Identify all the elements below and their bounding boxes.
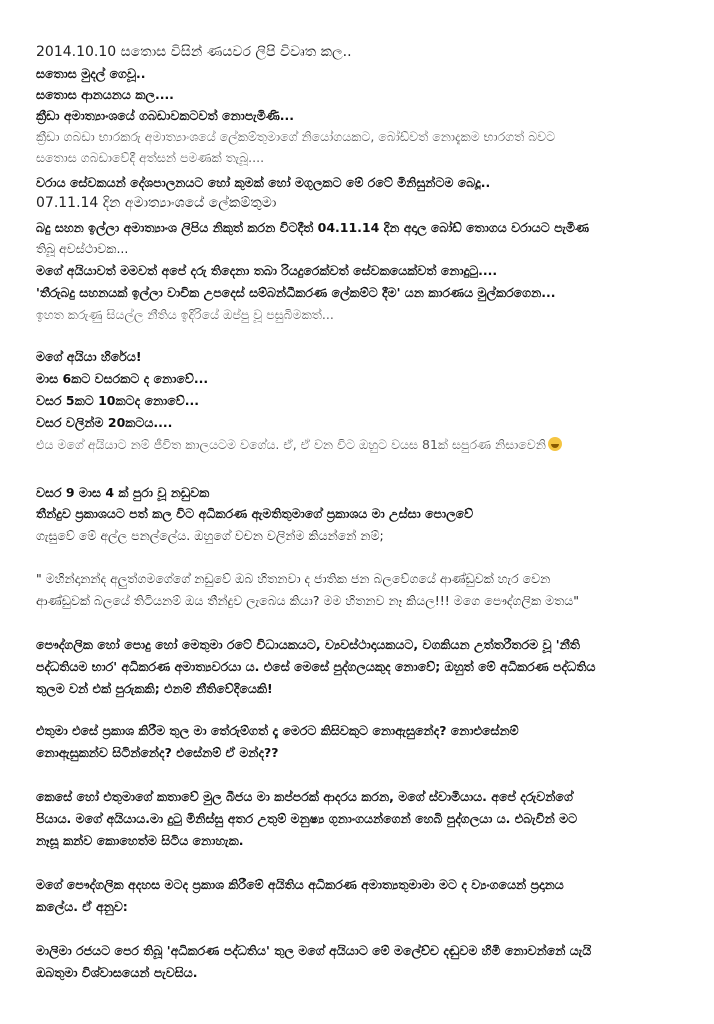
text-line: සතොස මුදල් ගෙවූ.. <box>36 66 146 81</box>
text-line: නොඇසුකන්ව සිටින්නේද? එසේනම් ඒ මන්ද?? <box>36 745 279 760</box>
text-line: මගේ අයියාවත් මමවත් අපේ දරු තිදෙනා තබා රියදුරෙක්වත් සේවකයෙක්වත් නොදුටු.... <box>36 263 498 278</box>
text-line: තීන්දුව ප්‍රකාශයට පත් කල විට අධිකරණ ඇමතිතුමාගේ ප්‍රකාශය මා උස්සා පොලවේ <box>36 506 474 521</box>
text-line: ඉහත කරුණු සියල්ල නීතිය ඉදිරියේ ඔප්පු වූ පසුබිමකත්... <box>36 307 334 322</box>
text-line: තුලම වන් එක් පුරුකකි; එනම් නීතිවේදියෙකි! <box>36 681 273 696</box>
text-line: බදු සහන ඉල්ලා අමාත්‍යාංශ ලිපිය නිකුත් කරන විටදීත් 04.11.14 දින අදාල බෝඩ් තොගය වරායට පැමිණ <box>36 220 590 235</box>
text-line: ගැසුවේ මේ අල්ල පනල්ලේය. ඔහුගේ වචන වලින්ම කියන්නේ නම්; <box>36 528 384 543</box>
text-line: මගේ පෞද්ගලික අදහස මටද ප්‍රකාශ කිරීමේ අයිතිය අධිකරණ අමාත්‍යතුමාමා මට ද ව්‍යංගයෙන් ප්‍රදානය <box>36 877 564 892</box>
text-line: වසර 9 මාස 4 ක් පුරා වූ නඩුවක <box>36 485 210 500</box>
text-line: වරාය සේවකයන් දේශපාලනයට හෝ කුමක් හෝ මගුලකට මේ රටේ මිනිසුන්ටම බෙදූ.. <box>36 175 491 190</box>
text-line-content: එය මගේ අයියාට නම් ජීවිත කාලයටම වගේය. ඒ, ඒ වන විට ඔහුට වයස 81ක් සපුරණ නිසාවෙනි <box>36 437 546 452</box>
text-line: නෑසූ කන්ව කොහෙත්ම සිටිය නොහැක. <box>36 833 244 848</box>
quote-line: ආණ්ඩුවක් බලයේ තිටියනම් ඔය තීන්දුව ලැබෙය කියා? මම හිතනව නෑ කියල!!! මගෙ පෞද්ගලික මතය" <box>36 593 579 608</box>
text-line: පියාය. මගේ අයියාය.මා දුටු මිනිස්සු අතර උතුම් මනුෂ්‍ය ගුනාංගයන්ගෙන් හෙබි පුද්ගලයා ය. එබැවින් මට <box>36 811 578 826</box>
text-line: සතොස ආනයනය කල.... <box>36 87 174 102</box>
text-line: ක්‍රීඩා ගබඩා භාරකරු අමාත්‍යාංශයේ ලේකම්තුමාගේ නියෝගයකට, බෝඩ්වත් නොදැකම භාරගත් බවට <box>36 129 556 144</box>
text-line: 07.11.14 දින අමාත්‍යාංශයේ ලේකම්තුමා <box>36 195 277 211</box>
text-line: කෙසේ හෝ එතුමාගේ කතාවේ මුල බීජය මා කප්පරක් ආදරය කරන, මගේ ස්වාමියාය. අපේ දරුවන්ගේ <box>36 789 573 804</box>
quote-line: " මහින්දානන්ද අලුත්ගමගේගේ නඩුවේ ඔබ හිතනවා ද ජාතික ජන බලවේගයේ ආණ්ඩුවක් හැර වෙන <box>36 571 551 586</box>
text-line <box>36 434 686 455</box>
text-line: පද්ධතියම භාර' අධිකරණ අමාත්‍යවරයා ය. එසේ මෙසේ පුද්ගලයකුද නොවේ; ඔහුත් මේ අධිකරණ පද්ධතිය <box>36 659 596 674</box>
text-line: වසර 5කට 10කටද නොවේ... <box>36 393 200 408</box>
text-line: ක්‍රීඩා අමාත්‍යාංශයේ ගබඩාවකටවත් නොපැමිණි... <box>36 108 294 123</box>
text-line: වසර වලින්ම 20කටය.... <box>36 415 173 430</box>
text-line: තිබූ අවස්ථාවක... <box>36 241 129 256</box>
text-line: මාලිමා රජයට පෙර තිබූ 'අධිකරණ පද්ධතිය' තුල මගේ අයියාට මේ මලේච්ච දඬුවම හිමි නොවන්නේ යැයි <box>36 943 592 958</box>
text-line: පෞද්ගලික හෝ පොදු හෝ මෙතුමා රටේ විධායකයට, ව්‍යවස්ථාදායකයට, වගකියන උත්තරීතරම වූ 'නීති <box>36 637 580 652</box>
text-line: කලේය. ඒ අනුව: <box>36 899 128 914</box>
text-line: ඔබතුමා විශ්වාසයෙන් පැවසිය. <box>36 965 198 980</box>
text-line: මගේ අයියා හිරේය! <box>36 349 142 364</box>
text-line: 'තීරුබදු සහනයක් ඉල්ලා වාචික උපදෙස් සම්බන්ධීකරණ ලේකම්ට දීම' යන කාරණය මුල්කරගෙන... <box>36 285 556 300</box>
text-line: සතොස ගබඩාවේදී අත්සන් පමණක් තැබූ.... <box>36 150 265 165</box>
text-line: මාස 6කට වසරකට ද නොවේ... <box>36 371 209 386</box>
text-line: එතුමා එසේ ප්‍රකාශ කිරීම තුල මා තේරුම්ගත් දෑ මෙරට කිසිවකුට නොඇසුනේද? නොඑසේනම් <box>36 723 519 738</box>
date-line: 2014.10.10 සතොස විසින් ණයවර ලිපි විවෘත කල.. <box>36 44 352 60</box>
crying-face-icon <box>548 437 562 451</box>
